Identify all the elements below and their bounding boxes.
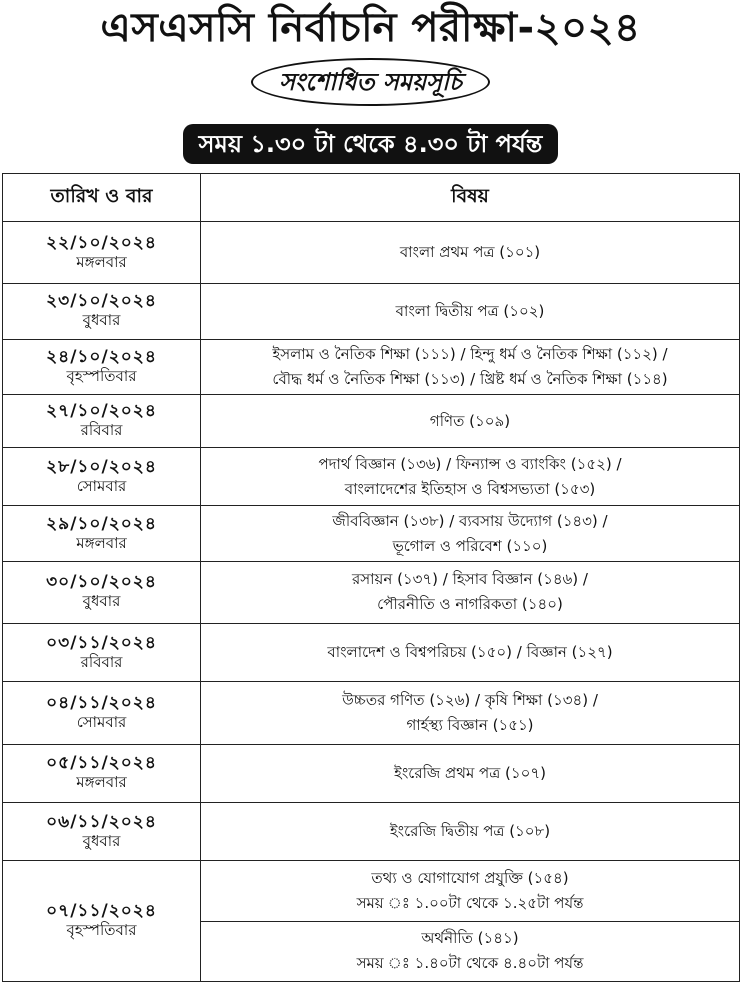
exam-day: বুধবার xyxy=(82,592,121,611)
table-row xyxy=(3,561,740,623)
subject-line: জীববিজ্ঞান (১৩৮) / ব্যবসায় উদ্যোগ (১৪৩) / xyxy=(332,511,608,530)
subject-cell xyxy=(201,744,740,802)
exam-day: মঙ্গলবার xyxy=(76,252,127,271)
subject-line: ভূগোল ও পরিবেশ (১১০) xyxy=(392,536,548,555)
exam-day: বৃহস্পতিবার xyxy=(66,366,137,385)
subject-line: বাংলাদেশের ইতিহাস ও বিশ্বসভ্যতা (১৫৩) xyxy=(344,479,596,498)
exam-day: বুধবার xyxy=(82,831,121,850)
table-header-row xyxy=(3,174,740,222)
subject-cell xyxy=(201,861,740,921)
subject-cell xyxy=(201,339,740,394)
exam-date: ২৭/১০/২০২৪ xyxy=(46,401,157,421)
exam-date: ২৪/১০/২০২৪ xyxy=(46,346,157,367)
subject-time-line: সময় ঃ ১.০০টা থেকে ১.২৫টা পর্যন্ত xyxy=(356,893,584,912)
time-banner: সময় ১.৩০ টা থেকে ৪.৩০ টা পর্যন্ত xyxy=(183,124,559,164)
time-banner-container xyxy=(0,124,741,164)
table-row xyxy=(3,339,740,394)
table-row xyxy=(3,448,740,506)
exam-day: বৃহস্পতিবার xyxy=(66,921,137,940)
exam-date: ০৩/১১/২০২৪ xyxy=(46,632,157,653)
exam-day: রবিবার xyxy=(80,421,123,439)
subject-cell xyxy=(201,222,740,284)
subject-cell xyxy=(201,448,740,506)
exam-date: ২৯/১০/২০২৪ xyxy=(46,513,157,534)
subtitle-container xyxy=(0,58,741,106)
exam-date: ৩০/১০/২০২৪ xyxy=(46,572,157,593)
exam-date: ২২/১০/২০২৪ xyxy=(46,232,157,253)
column-header-subject: বিষয় xyxy=(201,174,740,222)
exam-day: বুধবার xyxy=(82,311,121,330)
subject-line: ইংরেজি দ্বিতীয় পত্র (১০৮) xyxy=(389,822,551,841)
subject-line: তথ্য ও যোগাযোগ প্রযুক্তি (১৫৪) xyxy=(371,868,569,887)
subject-line: বাংলা দ্বিতীয় পত্র (১০২) xyxy=(395,301,545,320)
exam-date: ০৭/১১/২০২৪ xyxy=(46,901,157,922)
date-cell xyxy=(3,284,201,339)
subject-cell xyxy=(201,802,740,860)
date-cell xyxy=(3,448,201,506)
date-cell xyxy=(3,222,201,284)
exam-date: ০৫/১১/২০২৪ xyxy=(46,753,157,774)
subject-cell xyxy=(201,394,740,447)
subject-cell xyxy=(201,921,740,981)
date-cell xyxy=(3,561,201,623)
table-row xyxy=(3,222,740,284)
exam-day: সোমবার xyxy=(76,712,127,731)
subject-line: গণিত (১০৯) xyxy=(429,411,511,430)
subject-line: ইংরেজি প্রথম পত্র (১০৭) xyxy=(394,763,546,782)
exam-day: সোমবার xyxy=(76,476,127,495)
subject-line: বৌদ্ধ ধর্ম ও নৈতিক শিক্ষা (১১৩) / খ্রিষ্ট ধর্ম ও নৈতিক শিক্ষা (১১৪) xyxy=(272,369,668,388)
date-cell xyxy=(3,339,201,394)
exam-date: ০৬/১১/২০২৪ xyxy=(46,811,157,832)
exam-day: মঙ্গলবার xyxy=(76,533,127,552)
subject-line: পৌরনীতি ও নাগরিকতা (১৪০) xyxy=(377,595,563,614)
column-header-date: তারিখ ও বার xyxy=(3,174,201,222)
exam-date: ২৮/১০/২০২৪ xyxy=(46,456,157,477)
subtitle-oval: সংশোধিত সময়সূচি xyxy=(251,58,490,106)
subject-time-line: সময় ঃ ১.৪০টা থেকে ৪.৪০টা পর্যন্ত xyxy=(356,954,584,973)
date-cell xyxy=(3,861,201,982)
date-cell xyxy=(3,682,201,744)
subject-line: বাংলাদেশ ও বিশ্বপরিচয় (১৫০) / বিজ্ঞান (১২৭) xyxy=(327,643,613,662)
subject-cell xyxy=(201,682,740,744)
exam-day: রবিবার xyxy=(80,652,123,671)
page-title: এসএসসি নির্বাচনি পরীক্ষা-২০২৪ xyxy=(100,5,641,51)
subject-line: অর্থনীতি (১৪১) xyxy=(421,929,519,948)
table-row xyxy=(3,682,740,744)
subject-line: রসায়ন (১৩৭) / হিসাব বিজ্ঞান (১৪৬) / xyxy=(352,570,588,589)
subject-line: গার্হস্থ্য বিজ্ঞান (১৫১) xyxy=(406,715,534,734)
table-row xyxy=(3,394,740,447)
schedule-table xyxy=(2,173,740,982)
subject-cell xyxy=(201,624,740,682)
subject-line: ইসলাম ও নৈতিক শিক্ষা (১১১) / হিন্দু ধর্ম ও নৈতিক শিক্ষা (১১২) / xyxy=(272,344,668,363)
date-cell xyxy=(3,624,201,682)
date-cell xyxy=(3,744,201,802)
table-row xyxy=(3,744,740,802)
subject-line: উচ্চতর গণিত (১২৬) / কৃষি শিক্ষা (১৩৪) / xyxy=(342,690,598,709)
subject-cell xyxy=(201,284,740,339)
subject-line: বাংলা প্রথম পত্র (১০১) xyxy=(399,243,541,262)
exam-day: মঙ্গলবার xyxy=(76,773,127,792)
subject-cell xyxy=(201,561,740,623)
table-row xyxy=(3,284,740,339)
date-cell xyxy=(3,802,201,860)
table-row xyxy=(3,861,740,921)
subject-cell xyxy=(201,506,740,561)
exam-date: ২৩/১০/২০২৪ xyxy=(46,291,157,312)
table-row xyxy=(3,624,740,682)
table-row xyxy=(3,506,740,561)
date-cell xyxy=(3,506,201,561)
exam-date: ০৪/১১/২০২৪ xyxy=(46,692,157,713)
table-row xyxy=(3,802,740,860)
subject-line: পদার্থ বিজ্ঞান (১৩৬) / ফিন্যান্স ও ব্যাংকিং (১৫২) / xyxy=(318,454,622,473)
date-cell xyxy=(3,394,201,447)
